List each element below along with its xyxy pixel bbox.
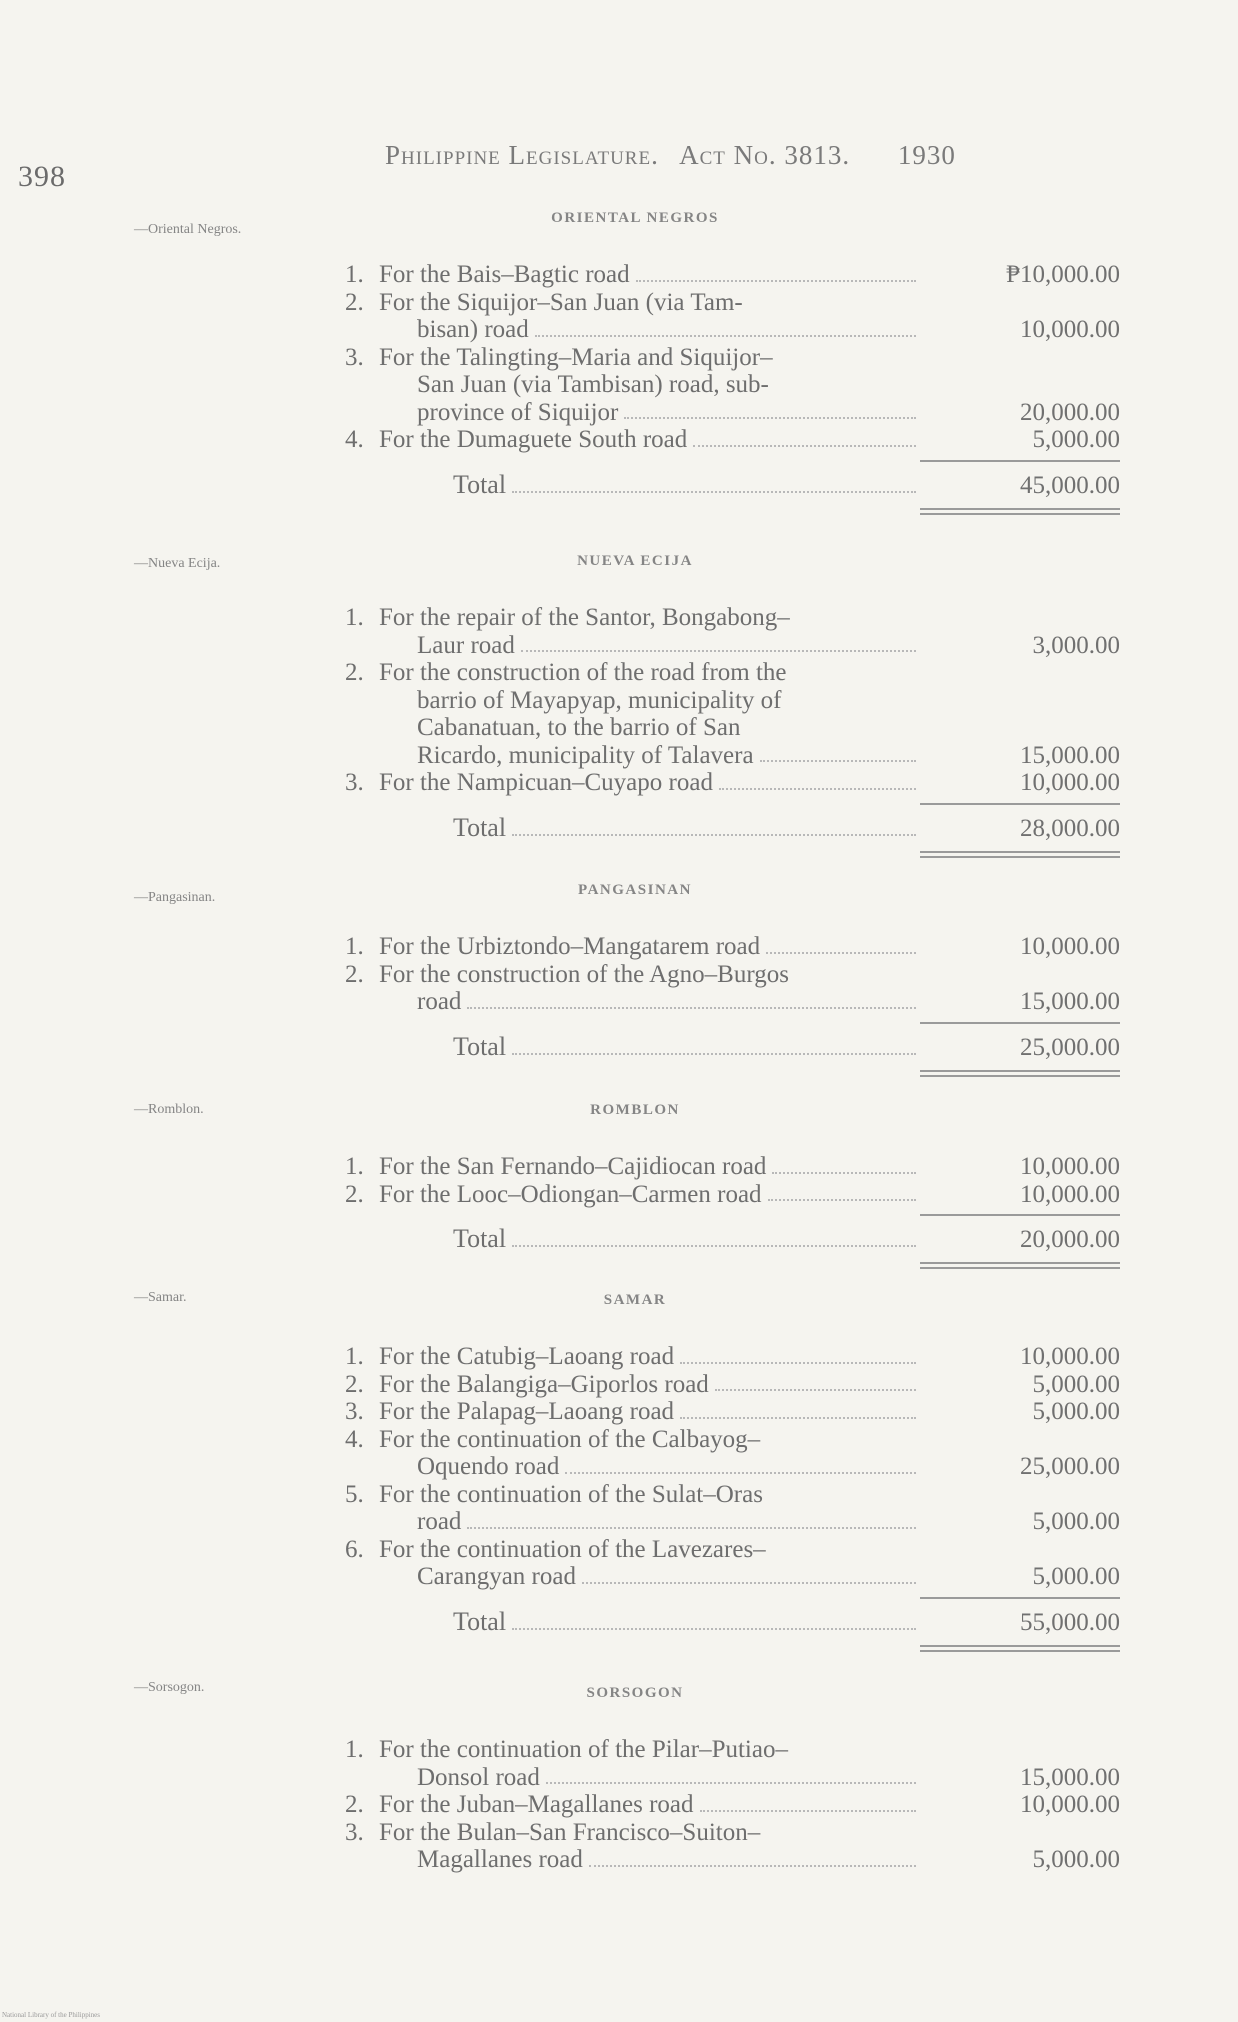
footer-credit: National Library of the Philippines bbox=[2, 2011, 100, 2019]
total-double-rule bbox=[920, 1645, 1120, 1652]
line-item bbox=[345, 933, 1125, 961]
item-text-line: For the Palapag–Laoang road bbox=[379, 1398, 675, 1425]
dot-leader bbox=[700, 1791, 916, 1812]
sum-rule bbox=[920, 1214, 1120, 1216]
total-amount: 28,000.00 bbox=[1020, 814, 1120, 842]
total-label: Total bbox=[453, 1224, 507, 1253]
dot-leader bbox=[693, 426, 916, 447]
item-amount: 10,000.00 bbox=[1020, 933, 1120, 960]
total-row bbox=[345, 470, 1125, 500]
section-heading: PANGASINAN bbox=[578, 882, 692, 898]
side-note: —Oriental Negros. bbox=[134, 222, 242, 237]
dot-leader bbox=[512, 1607, 916, 1630]
dot-leader bbox=[565, 1453, 916, 1474]
sum-rule bbox=[920, 460, 1120, 462]
item-number: 2. bbox=[345, 960, 364, 988]
dot-leader bbox=[680, 1398, 916, 1419]
total-row bbox=[345, 813, 1125, 843]
item-amount: 15,000.00 bbox=[1020, 1763, 1120, 1791]
item-number: 3. bbox=[345, 343, 364, 371]
section bbox=[345, 553, 1125, 858]
line-item bbox=[345, 1819, 1125, 1874]
item-text-line: For the continuation of the Calbayog– bbox=[379, 1425, 761, 1453]
dot-leader bbox=[582, 1563, 916, 1584]
page-number: 398 bbox=[18, 160, 66, 193]
total-label: Total bbox=[453, 1606, 507, 1636]
item-number: 1. bbox=[345, 261, 364, 288]
running-head-legislature: Philippine Legislature. bbox=[385, 140, 659, 170]
item-text-line: province of Siquijor bbox=[417, 398, 619, 426]
item-text-line: For the construction of the Agno–Burgos bbox=[379, 960, 789, 988]
item-text-line: road bbox=[417, 1508, 462, 1535]
item-text-line: For the Dumaguete South road bbox=[379, 426, 688, 453]
section-heading: NUEVA ECIJA bbox=[577, 553, 693, 569]
item-text-line: San Juan (via Tambisan) road, sub- bbox=[417, 371, 769, 398]
total-double-rule bbox=[920, 1262, 1120, 1269]
item-amount: 20,000.00 bbox=[1020, 398, 1120, 426]
line-item bbox=[345, 1426, 1125, 1481]
total-row bbox=[345, 1224, 1125, 1254]
section bbox=[345, 1685, 1125, 1874]
side-note: —Pangasinan. bbox=[134, 890, 216, 905]
item-number: 3. bbox=[345, 1818, 364, 1846]
line-item bbox=[345, 1153, 1125, 1181]
item-number: 2. bbox=[345, 1180, 364, 1208]
dot-leader bbox=[768, 1181, 916, 1202]
line-item bbox=[345, 604, 1125, 659]
total-amount: 45,000.00 bbox=[1020, 471, 1120, 499]
line-item bbox=[345, 1791, 1125, 1819]
item-amount: 5,000.00 bbox=[1032, 1508, 1120, 1535]
item-number: 4. bbox=[345, 1425, 364, 1453]
line-item bbox=[345, 1536, 1125, 1591]
dot-leader bbox=[589, 1846, 916, 1867]
sum-rule bbox=[920, 1022, 1120, 1024]
item-number: 2. bbox=[345, 288, 364, 316]
item-text-line: For the Bulan–San Francisco–Suiton– bbox=[379, 1818, 761, 1846]
item-text-line: barrio of Mayapyap, municipality of bbox=[417, 686, 782, 714]
running-head bbox=[385, 140, 970, 171]
section bbox=[345, 882, 1125, 1077]
item-text-line: For the Siquijor–San Juan (via Tam- bbox=[379, 288, 743, 316]
item-number: 2. bbox=[345, 659, 364, 686]
dot-leader bbox=[521, 632, 916, 653]
side-note: —Samar. bbox=[134, 1290, 187, 1305]
total-double-rule bbox=[920, 1070, 1120, 1077]
item-text-line: Cabanatuan, to the barrio of San bbox=[417, 714, 741, 741]
line-item bbox=[345, 426, 1125, 454]
item-number: 6. bbox=[345, 1535, 364, 1563]
item-amount: 10,000.00 bbox=[1020, 1791, 1120, 1818]
item-text-line: For the continuation of the Sulat–Oras bbox=[379, 1480, 763, 1508]
item-text-line: Donsol road bbox=[417, 1763, 540, 1791]
total-label: Total bbox=[453, 1031, 507, 1061]
line-item bbox=[345, 1181, 1125, 1209]
item-amount: 5,000.00 bbox=[1032, 1846, 1120, 1873]
side-note: —Nueva Ecija. bbox=[134, 556, 221, 571]
dot-leader bbox=[512, 470, 916, 493]
item-text-line: For the repair of the Santor, Bongabong– bbox=[379, 604, 790, 631]
line-item bbox=[345, 1371, 1125, 1399]
side-note: —Romblon. bbox=[134, 1102, 204, 1117]
item-text-line: For the continuation of the Pilar–Putiao– bbox=[379, 1736, 788, 1763]
item-number: 3. bbox=[345, 769, 364, 796]
dot-leader bbox=[772, 1153, 916, 1174]
item-amount: 15,000.00 bbox=[1020, 988, 1120, 1015]
item-text-line: For the continuation of the Lavezares– bbox=[379, 1535, 766, 1563]
item-text-line: For the construction of the road from the bbox=[379, 659, 787, 686]
dot-leader bbox=[680, 1343, 916, 1364]
section-heading: ORIENTAL NEGROS bbox=[551, 210, 719, 226]
item-amount: 10,000.00 bbox=[1020, 1153, 1120, 1180]
dot-leader bbox=[535, 316, 916, 337]
line-item bbox=[345, 769, 1125, 797]
running-head-year: 1930 bbox=[897, 140, 956, 170]
item-text-line: Carangyan road bbox=[417, 1563, 576, 1590]
item-amount: 5,000.00 bbox=[1032, 426, 1120, 453]
item-number: 1. bbox=[345, 604, 364, 631]
item-number: 2. bbox=[345, 1370, 364, 1398]
item-amount: 5,000.00 bbox=[1032, 1563, 1120, 1590]
item-number: 1. bbox=[345, 1736, 364, 1763]
line-item bbox=[345, 344, 1125, 427]
total-amount: 25,000.00 bbox=[1020, 1033, 1120, 1061]
dot-leader bbox=[624, 399, 916, 420]
item-text-line: Ricardo, municipality of Talavera bbox=[417, 741, 754, 769]
item-number: 1. bbox=[345, 933, 364, 960]
item-amount: 15,000.00 bbox=[1020, 741, 1120, 769]
section-heading: SORSOGON bbox=[586, 1685, 684, 1701]
item-text-line: For the Nampicuan–Cuyapo road bbox=[379, 769, 713, 796]
line-item bbox=[345, 1481, 1125, 1536]
total-label: Total bbox=[453, 812, 507, 842]
dot-leader bbox=[512, 1224, 916, 1247]
line-item bbox=[345, 961, 1125, 1016]
item-text-line: For the Talingting–Maria and Siquijor– bbox=[379, 343, 773, 371]
dot-leader bbox=[467, 988, 916, 1009]
item-text-line: road bbox=[417, 988, 462, 1015]
item-number: 5. bbox=[345, 1480, 364, 1508]
section bbox=[345, 210, 1125, 515]
item-amount: ₱10,000.00 bbox=[1006, 261, 1120, 288]
item-amount: 10,000.00 bbox=[1020, 1180, 1120, 1208]
side-note: —Sorsogon. bbox=[134, 1680, 205, 1695]
item-text-line: Magallanes road bbox=[417, 1846, 583, 1873]
item-text-line: For the Balangiga–Giporlos road bbox=[379, 1370, 709, 1398]
sum-rule bbox=[920, 1597, 1120, 1599]
item-text-line: bisan) road bbox=[417, 316, 529, 343]
item-number: 3. bbox=[345, 1398, 364, 1425]
total-amount: 55,000.00 bbox=[1020, 1608, 1120, 1636]
item-text-line: For the Urbiztondo–Mangatarem road bbox=[379, 933, 761, 960]
item-number: 1. bbox=[345, 1153, 364, 1180]
line-item bbox=[345, 1736, 1125, 1791]
section-heading: SAMAR bbox=[603, 1292, 667, 1308]
item-text-line: For the Looc–Odiongan–Carmen road bbox=[379, 1180, 762, 1208]
sum-rule bbox=[920, 803, 1120, 805]
section-heading: ROMBLON bbox=[590, 1102, 680, 1118]
item-text-line: For the Juban–Magallanes road bbox=[379, 1791, 694, 1818]
item-amount: 5,000.00 bbox=[1032, 1398, 1120, 1425]
dot-leader bbox=[512, 813, 916, 836]
section bbox=[345, 1102, 1125, 1269]
section bbox=[345, 1292, 1125, 1652]
line-item bbox=[345, 289, 1125, 344]
dot-leader bbox=[719, 769, 916, 790]
item-amount: 3,000.00 bbox=[1032, 631, 1120, 659]
line-item bbox=[345, 1398, 1125, 1426]
line-item bbox=[345, 1343, 1125, 1371]
item-amount: 10,000.00 bbox=[1020, 316, 1120, 343]
item-amount: 25,000.00 bbox=[1020, 1453, 1120, 1480]
dot-leader bbox=[766, 933, 916, 954]
item-amount: 5,000.00 bbox=[1032, 1370, 1120, 1398]
dot-leader bbox=[636, 261, 916, 282]
item-text-line: For the Catubig–Laoang road bbox=[379, 1343, 675, 1370]
total-double-rule bbox=[920, 851, 1120, 858]
item-number: 4. bbox=[345, 426, 364, 453]
total-row bbox=[345, 1607, 1125, 1637]
dot-leader bbox=[546, 1764, 916, 1785]
total-row bbox=[345, 1032, 1125, 1062]
line-item bbox=[345, 659, 1125, 769]
line-item bbox=[345, 261, 1125, 289]
running-head-act: Act No. 3813. bbox=[679, 140, 851, 170]
item-number: 2. bbox=[345, 1791, 364, 1818]
item-text-line: Oquendo road bbox=[417, 1453, 560, 1480]
total-amount: 20,000.00 bbox=[1020, 1226, 1120, 1253]
dot-leader bbox=[760, 742, 916, 763]
item-number: 1. bbox=[345, 1343, 364, 1370]
dot-leader bbox=[512, 1032, 916, 1055]
item-amount: 10,000.00 bbox=[1020, 769, 1120, 796]
item-amount: 10,000.00 bbox=[1020, 1343, 1120, 1370]
item-text-line: For the San Fernando–Cajidiocan road bbox=[379, 1153, 767, 1180]
total-double-rule bbox=[920, 508, 1120, 515]
item-text-line: For the Bais–Bagtic road bbox=[379, 261, 630, 288]
dot-leader bbox=[715, 1371, 916, 1392]
dot-leader bbox=[467, 1508, 916, 1529]
item-text-line: Laur road bbox=[417, 631, 515, 659]
total-label: Total bbox=[453, 469, 507, 499]
